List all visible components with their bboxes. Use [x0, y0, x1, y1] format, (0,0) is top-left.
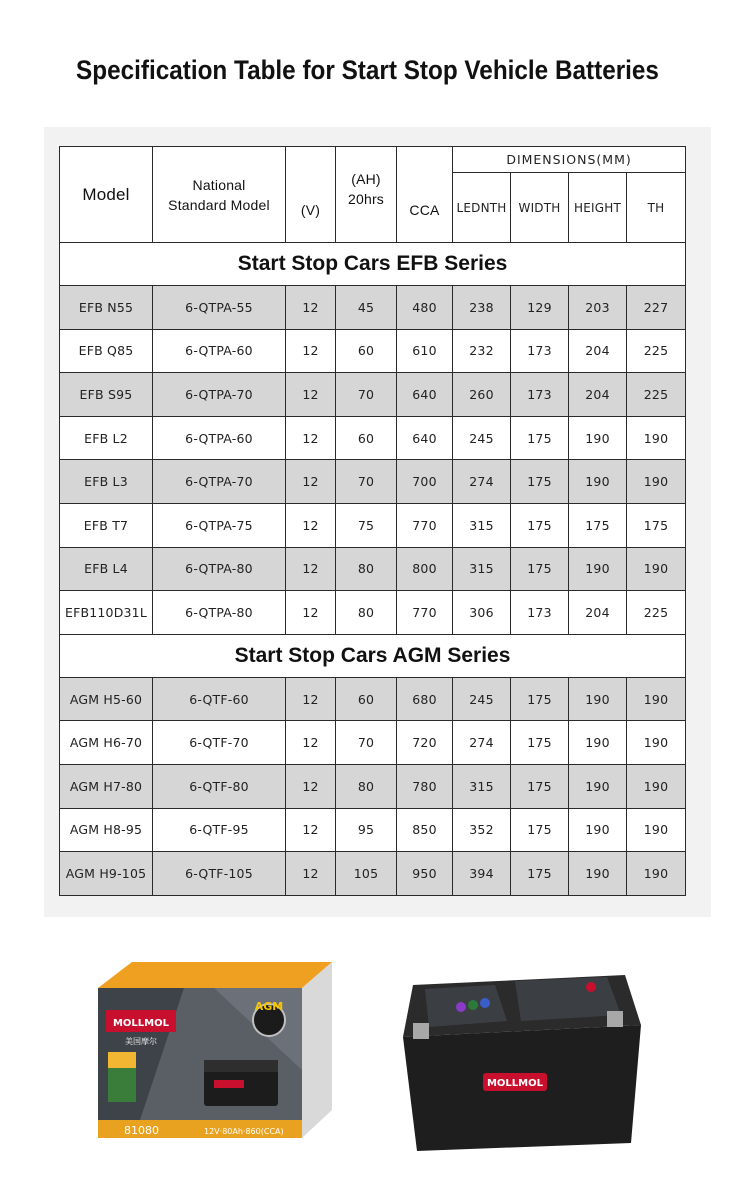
cell-voltage: 12 — [286, 721, 336, 765]
cell-length: 232 — [453, 329, 511, 373]
cell-capacity: 70 — [336, 721, 397, 765]
cell-width: 175 — [511, 677, 569, 721]
cell-capacity: 60 — [336, 329, 397, 373]
cell-model: EFB T7 — [60, 503, 153, 547]
cell-model: EFB Q85 — [60, 329, 153, 373]
cell-cca: 610 — [397, 329, 453, 373]
table-row — [60, 764, 686, 808]
table-row — [60, 286, 686, 330]
cell-model: AGM H9-105 — [60, 852, 153, 896]
cell-national-model: 6-QTPA-60 — [153, 416, 286, 460]
cell-length: 315 — [453, 547, 511, 591]
cell-th: 190 — [627, 460, 686, 504]
cell-length: 245 — [453, 677, 511, 721]
spec-table — [59, 146, 686, 896]
cell-model: AGM H7-80 — [60, 764, 153, 808]
spec-table-body — [60, 243, 686, 896]
cell-height: 203 — [569, 286, 627, 330]
header-national-model — [153, 147, 286, 243]
cell-height: 190 — [569, 764, 627, 808]
section-title: Start Stop Cars EFB Series — [60, 243, 686, 286]
header-height: HEIGHT — [569, 173, 627, 243]
cell-cca: 950 — [397, 852, 453, 896]
header-national-model-text: National Standard Model — [168, 176, 270, 213]
cell-width: 175 — [511, 852, 569, 896]
header-dimensions: DIMENSIONS(MM) — [453, 147, 686, 173]
cell-capacity: 95 — [336, 808, 397, 852]
cell-height: 190 — [569, 547, 627, 591]
header-model: Model — [60, 147, 153, 243]
cell-length: 238 — [453, 286, 511, 330]
cell-width: 175 — [511, 808, 569, 852]
cell-height: 190 — [569, 460, 627, 504]
cell-th: 225 — [627, 373, 686, 417]
table-row — [60, 460, 686, 504]
table-row — [60, 721, 686, 765]
cell-model: EFB L2 — [60, 416, 153, 460]
cell-model: AGM H5-60 — [60, 677, 153, 721]
cell-national-model: 6-QTPA-80 — [153, 547, 286, 591]
cell-model: AGM H8-95 — [60, 808, 153, 852]
cell-capacity: 80 — [336, 591, 397, 635]
cell-voltage: 12 — [286, 591, 336, 635]
product-battery-image — [395, 965, 645, 1155]
cell-width: 175 — [511, 547, 569, 591]
header-capacity — [336, 147, 397, 243]
header-capacity-rate: 20hrs — [347, 191, 385, 207]
cell-width: 173 — [511, 591, 569, 635]
cell-model: EFB110D31L — [60, 591, 153, 635]
cell-cca: 780 — [397, 764, 453, 808]
table-row — [60, 591, 686, 635]
table-row — [60, 373, 686, 417]
cell-height: 204 — [569, 591, 627, 635]
cell-voltage: 12 — [286, 547, 336, 591]
cell-height: 190 — [569, 677, 627, 721]
cell-length: 352 — [453, 808, 511, 852]
cell-th: 225 — [627, 591, 686, 635]
section-title: Start Stop Cars AGM Series — [60, 634, 686, 677]
cell-length: 260 — [453, 373, 511, 417]
cell-national-model: 6-QTPA-70 — [153, 373, 286, 417]
cell-capacity: 80 — [336, 764, 397, 808]
cell-national-model: 6-QTPA-55 — [153, 286, 286, 330]
cell-height: 175 — [569, 503, 627, 547]
cell-th: 190 — [627, 764, 686, 808]
cell-model: EFB L4 — [60, 547, 153, 591]
negative-terminal — [413, 1023, 429, 1039]
cell-capacity: 45 — [336, 286, 397, 330]
cell-voltage: 12 — [286, 677, 336, 721]
table-row — [60, 808, 686, 852]
cell-width: 173 — [511, 329, 569, 373]
header-voltage: (V) — [286, 147, 336, 243]
cell-th: 190 — [627, 852, 686, 896]
table-row — [60, 547, 686, 591]
cell-voltage: 12 — [286, 286, 336, 330]
cell-cca: 770 — [397, 591, 453, 635]
cell-voltage: 12 — [286, 503, 336, 547]
cell-width: 175 — [511, 416, 569, 460]
cell-national-model: 6-QTPA-70 — [153, 460, 286, 504]
cell-capacity: 105 — [336, 852, 397, 896]
cell-national-model: 6-QTPA-60 — [153, 329, 286, 373]
cell-width: 175 — [511, 503, 569, 547]
cell-model: EFB L3 — [60, 460, 153, 504]
cell-national-model: 6-QTF-60 — [153, 677, 286, 721]
cell-national-model: 6-QTF-105 — [153, 852, 286, 896]
cell-th: 227 — [627, 286, 686, 330]
cell-voltage: 12 — [286, 808, 336, 852]
cell-cca: 680 — [397, 677, 453, 721]
cell-capacity: 60 — [336, 677, 397, 721]
cell-voltage: 12 — [286, 764, 336, 808]
header-length: LEDNTH — [453, 173, 511, 243]
cell-cca: 770 — [397, 503, 453, 547]
cell-width: 129 — [511, 286, 569, 330]
cell-capacity: 60 — [336, 416, 397, 460]
box-spec-label: 12V·80Ah·860(CCA) — [204, 1127, 284, 1136]
header-width: WIDTH — [511, 173, 569, 243]
cell-voltage: 12 — [286, 373, 336, 417]
cell-capacity: 80 — [336, 547, 397, 591]
cell-length: 245 — [453, 416, 511, 460]
cell-national-model: 6-QTF-70 — [153, 721, 286, 765]
header-cca: CCA — [397, 147, 453, 243]
cell-height: 190 — [569, 416, 627, 460]
cell-length: 274 — [453, 721, 511, 765]
section-row — [60, 243, 686, 286]
box-brand-label: MOLLMOL — [112, 1018, 170, 1029]
cell-th: 175 — [627, 503, 686, 547]
cell-capacity: 70 — [336, 460, 397, 504]
cell-cca: 640 — [397, 416, 453, 460]
table-row — [60, 416, 686, 460]
box-brand-cn-label: 美国摩尔 — [125, 1037, 157, 1046]
cell-width: 175 — [511, 764, 569, 808]
cell-cca: 850 — [397, 808, 453, 852]
cell-capacity: 75 — [336, 503, 397, 547]
box-code-label: 81080 — [124, 1124, 159, 1137]
cell-height: 190 — [569, 721, 627, 765]
cell-cca: 800 — [397, 547, 453, 591]
cell-cca: 720 — [397, 721, 453, 765]
page-title: Specification Table for Start Stop Vehicle Batteries — [76, 55, 659, 85]
positive-terminal — [607, 1011, 623, 1027]
cell-height: 204 — [569, 329, 627, 373]
cell-national-model: 6-QTF-80 — [153, 764, 286, 808]
cell-national-model: 6-QTF-95 — [153, 808, 286, 852]
cell-height: 204 — [569, 373, 627, 417]
cell-length: 315 — [453, 503, 511, 547]
cell-length: 274 — [453, 460, 511, 504]
cell-width: 175 — [511, 460, 569, 504]
cell-length: 315 — [453, 764, 511, 808]
cell-width: 175 — [511, 721, 569, 765]
section-row — [60, 634, 686, 677]
cell-voltage: 12 — [286, 329, 336, 373]
cell-height: 190 — [569, 808, 627, 852]
cell-cca: 700 — [397, 460, 453, 504]
cell-th: 190 — [627, 677, 686, 721]
cell-voltage: 12 — [286, 460, 336, 504]
cell-capacity: 70 — [336, 373, 397, 417]
cell-th: 190 — [627, 808, 686, 852]
table-row — [60, 677, 686, 721]
cell-model: EFB N55 — [60, 286, 153, 330]
cell-length: 306 — [453, 591, 511, 635]
cell-height: 190 — [569, 852, 627, 896]
cell-th: 190 — [627, 721, 686, 765]
cell-voltage: 12 — [286, 852, 336, 896]
cell-th: 190 — [627, 416, 686, 460]
cell-length: 394 — [453, 852, 511, 896]
cell-model: AGM H6-70 — [60, 721, 153, 765]
table-row — [60, 852, 686, 896]
cell-th: 225 — [627, 329, 686, 373]
cell-th: 190 — [627, 547, 686, 591]
agm-label: AGM — [254, 1000, 284, 1013]
battery-brand-label: MOLLMOL — [486, 1078, 544, 1089]
header-capacity-unit: (AH) — [351, 171, 381, 187]
cell-cca: 480 — [397, 286, 453, 330]
cell-model: EFB S95 — [60, 373, 153, 417]
cell-voltage: 12 — [286, 416, 336, 460]
cell-national-model: 6-QTPA-80 — [153, 591, 286, 635]
cell-national-model: 6-QTPA-75 — [153, 503, 286, 547]
table-row — [60, 503, 686, 547]
product-box-image — [94, 960, 334, 1150]
header-th: TH — [627, 173, 686, 243]
cell-width: 173 — [511, 373, 569, 417]
table-row — [60, 329, 686, 373]
cell-cca: 640 — [397, 373, 453, 417]
